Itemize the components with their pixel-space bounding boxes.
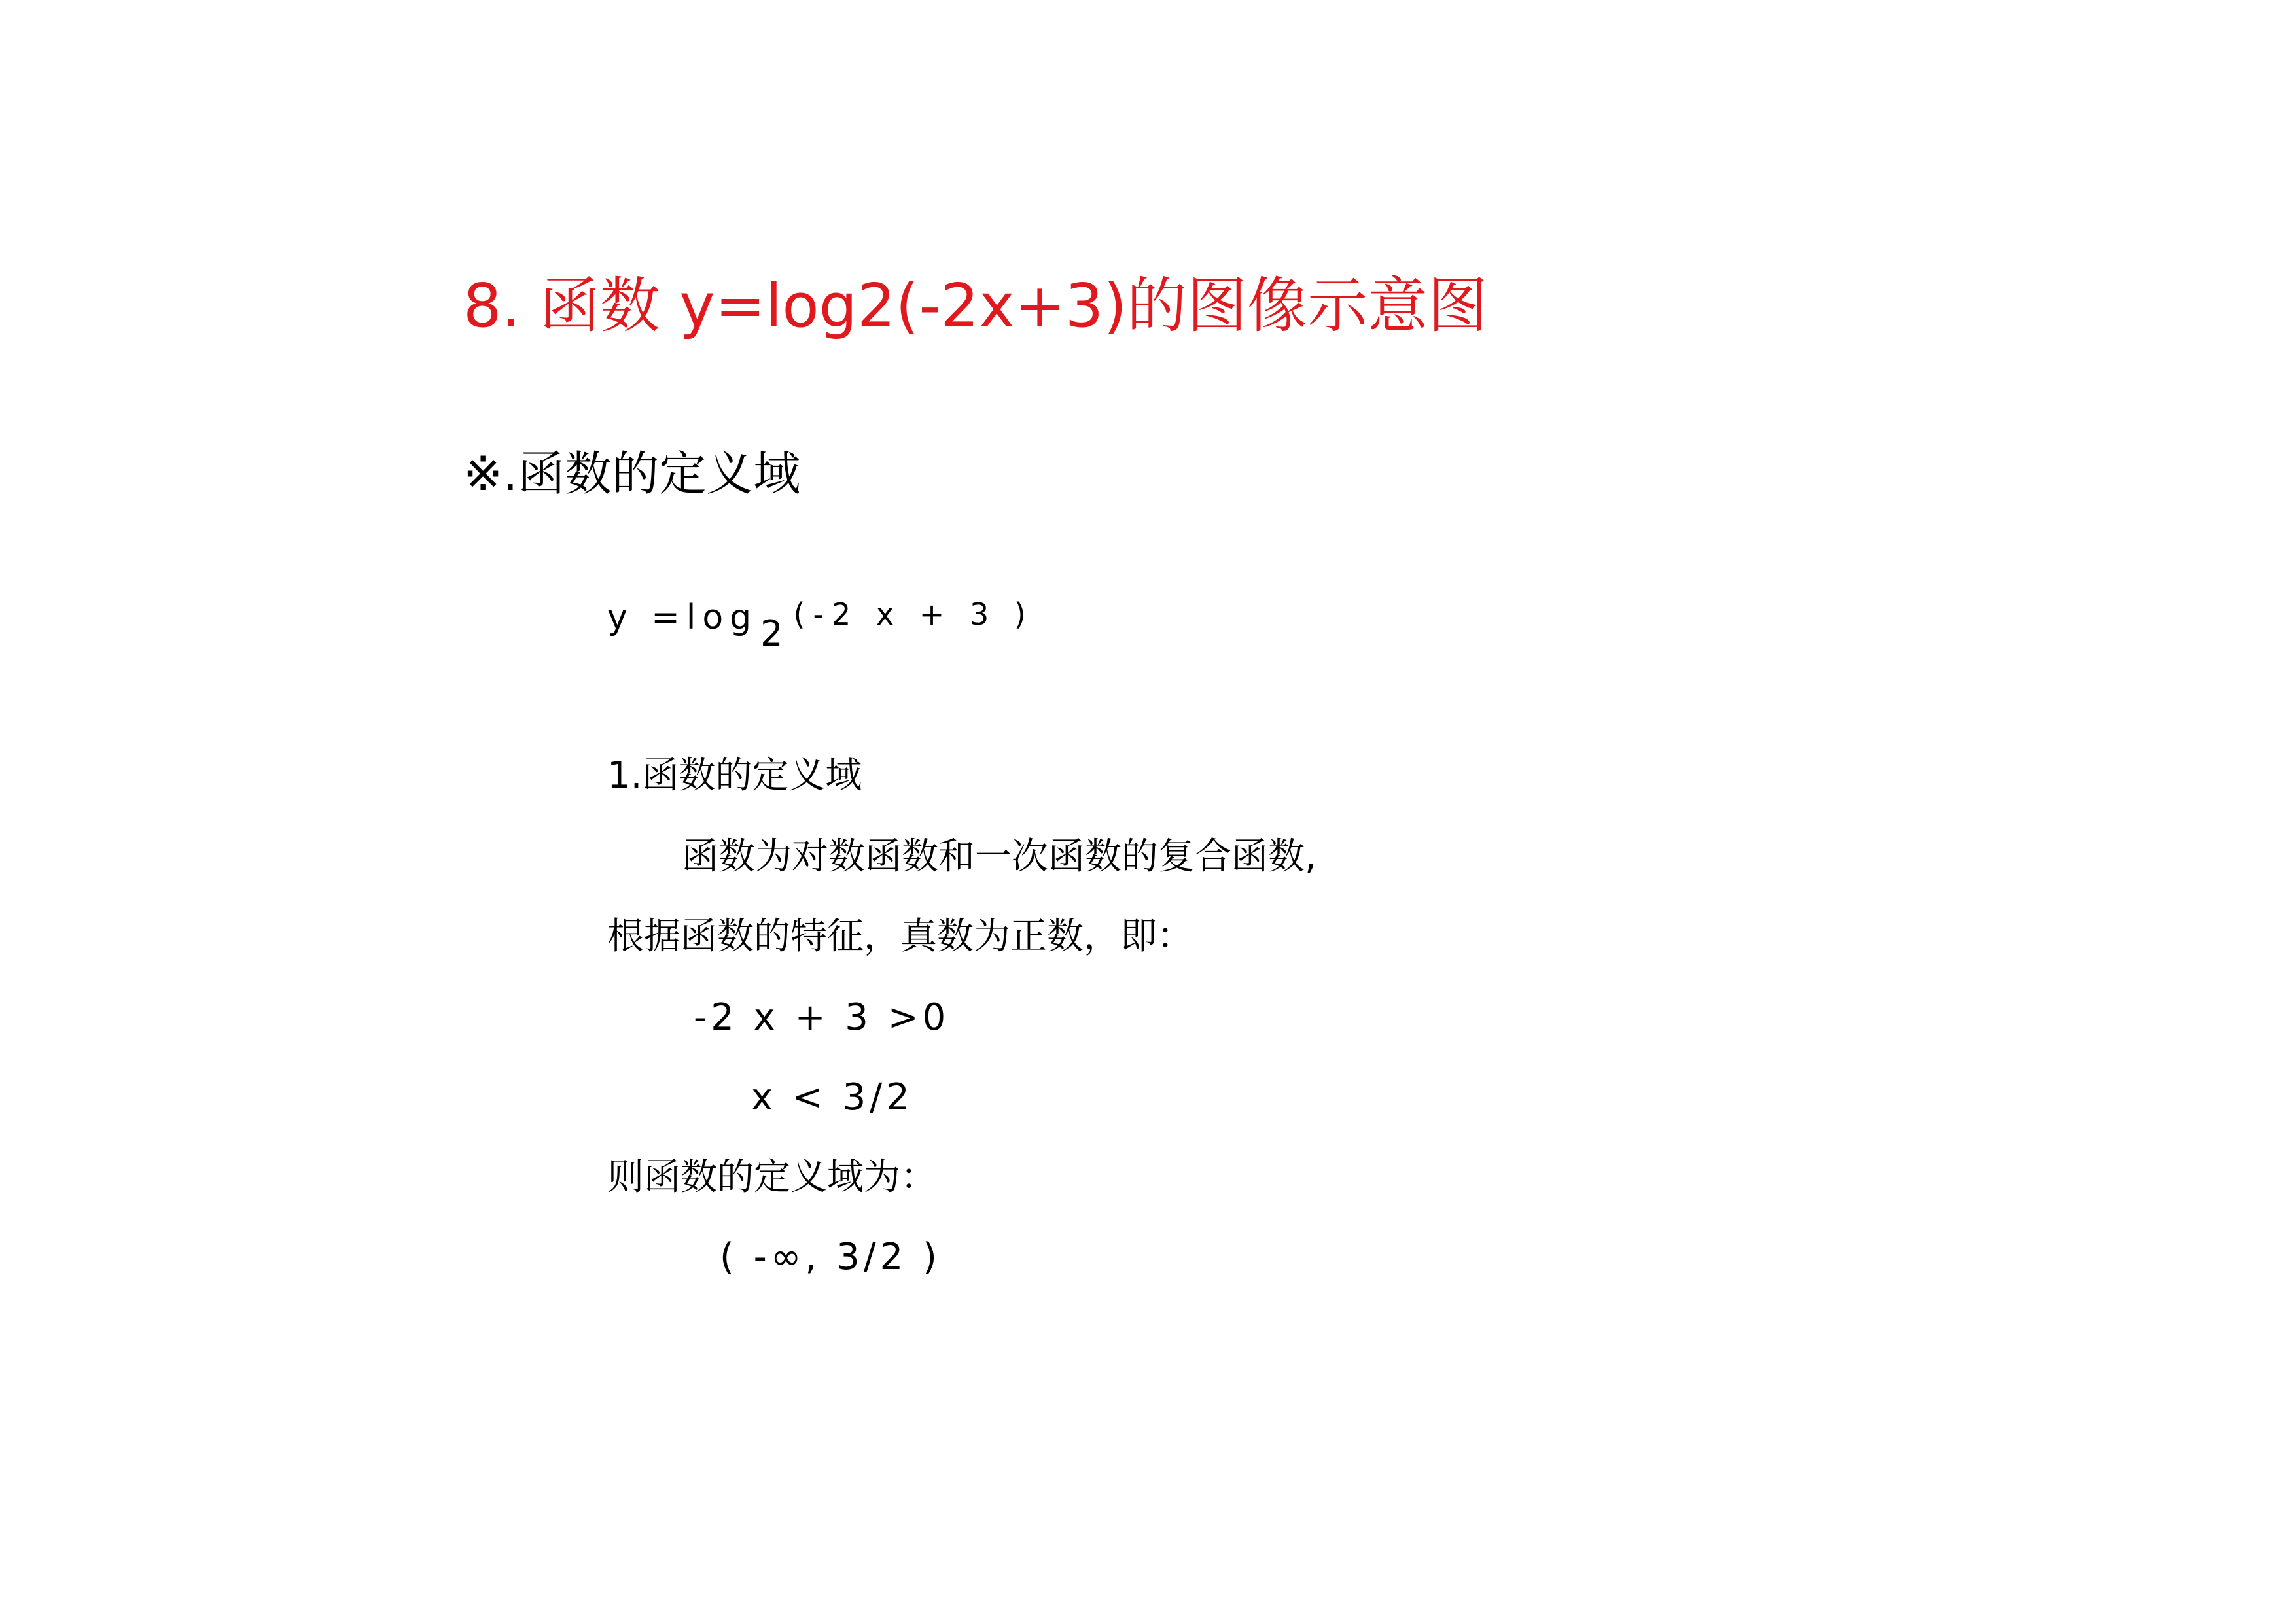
domain-interval: ( -∞, 3/2 ) [720,1236,941,1278]
page-title: 8. 函数 y=log2(-2x+3)的图像示意图 [463,271,1489,341]
formula-log-base: 2 [760,613,783,654]
section-heading: ※.函数的定义域 [463,446,801,501]
formula-argument: (-2 x + 3 ) [793,597,1034,632]
conclusion-text: 则函数的定义域为： [607,1156,937,1198]
subheading-domain: 1.函数的定义域 [607,754,862,797]
inequality-2: x < 3/2 [751,1076,913,1119]
paragraph-line-1: 函数为对数函数和一次函数的复合函数, [682,835,1316,878]
inequality-1: -2 x + 3 >0 [694,996,950,1039]
function-formula [607,597,1034,654]
formula-lhs: y =log [607,598,758,637]
paragraph-line-2: 根据函数的特征，真数为正数，即： [607,915,1193,958]
